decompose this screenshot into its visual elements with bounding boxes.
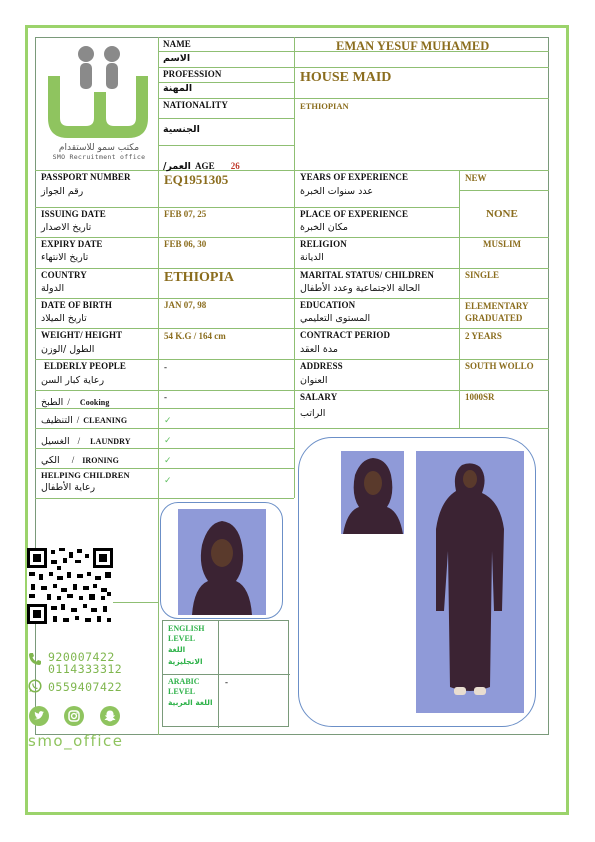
experience-place-label-ar: مكان الخبرة: [300, 222, 348, 233]
contract-period-label-ar: مدة العقد: [300, 344, 338, 355]
address-label-ar: العنوان: [300, 375, 328, 386]
education-label-ar: المستوى التعليمي: [300, 313, 371, 324]
twitter-icon[interactable]: [29, 706, 49, 726]
dob-label-ar: تاريخ الميلاد: [41, 313, 87, 324]
age-label: AGE: [194, 161, 215, 171]
expiry-date-label: EXPIRY DATE: [41, 239, 103, 249]
issuing-date-label-ar: تاريخ الاصدار: [41, 222, 92, 233]
weight-height-value: 54 K.G / 164 cm: [164, 331, 226, 341]
passport-label: PASSPORT NUMBER: [41, 172, 131, 182]
skill-cooking-value: -: [164, 392, 167, 402]
elderly-label-ar: رعاية كبار السن: [41, 375, 105, 386]
experience-years-value: NEW: [465, 173, 487, 183]
skill-ironing-label: IRONING: [82, 456, 119, 465]
expiry-date-value: FEB 06, 30: [164, 239, 207, 249]
arabic-level-label: ARABIC LEVEL: [168, 677, 200, 696]
skill-cooking-label: Cooking: [79, 398, 110, 407]
skill-ironing: الكي / IRONING: [41, 455, 119, 466]
name-label: NAME: [163, 39, 191, 49]
experience-years-label: YEARS OF EXPERIENCE: [300, 172, 409, 182]
experience-place-value: NONE: [486, 208, 518, 220]
english-level-label-ar: اللغة الانجليزية: [168, 645, 203, 666]
religion-label-ar: الديانة: [300, 252, 324, 263]
skill-laundry-ar: الغسيل: [41, 436, 70, 447]
full-body-photo: [416, 451, 524, 713]
social-handle[interactable]: smo_office: [28, 732, 124, 750]
helping-children-check-icon: ✓: [164, 476, 172, 486]
address-label: ADDRESS: [300, 361, 343, 371]
whatsapp-number[interactable]: 0559407422: [48, 680, 123, 694]
age-label-ar: العمر/: [163, 161, 191, 172]
skill-cleaning-ar: التنظيف: [41, 415, 73, 426]
helping-children-label-ar: رعاية الأطفال: [41, 482, 96, 493]
company-logo: [40, 40, 158, 168]
profession-label: PROFESSION: [163, 69, 222, 79]
profession-value: HOUSE MAID: [300, 70, 392, 85]
portrait-photo: [341, 451, 404, 534]
english-level-label: ENGLISH LEVEL: [168, 624, 205, 643]
passport-photo-frame: [160, 502, 283, 619]
elderly-label: ELDERLY PEOPLE: [44, 361, 127, 371]
whatsapp-icon: [28, 679, 42, 693]
passport-label-ar: رقم الجواز: [41, 186, 84, 197]
marital-status-label: MARITAL STATUS/ CHILDREN: [300, 270, 434, 280]
country-label: COUNTRY: [41, 270, 87, 280]
skill-cleaning-label: CLEANING: [83, 416, 128, 425]
salary-label: SALARY: [300, 392, 338, 402]
expiry-date-label-ar: تاريخ الانتهاء: [41, 252, 89, 263]
salary-value: 1000SR: [465, 392, 495, 402]
nationality-label: NATIONALITY: [163, 100, 228, 110]
education-label: EDUCATION: [300, 300, 356, 310]
logo-arabic-name: مكتب سمو للاستقدام: [58, 143, 140, 153]
instagram-icon[interactable]: [64, 706, 84, 726]
education-value: ELEMENTARY GRADUATED: [465, 301, 529, 323]
skill-cooking-ar: الطبخ: [41, 397, 64, 408]
experience-years-label-ar: عدد سنوات الخبرة: [300, 186, 373, 197]
skill-laundry-label: LAUNDRY: [90, 437, 131, 446]
nationality-label-ar: الجنسية: [163, 124, 200, 135]
issuing-date-label: ISSUING DATE: [41, 209, 106, 219]
phone-icon: [28, 652, 42, 666]
full-body-photo-frame: [298, 437, 536, 727]
religion-value: MUSLIM: [483, 239, 521, 249]
weight-height-label: WEIGHT/ HEIGHT: [41, 330, 123, 340]
logo-english-name: SMO Recruitment office: [52, 153, 146, 161]
religion-label: RELIGION: [300, 239, 347, 249]
salary-label-ar: الراتب: [300, 408, 326, 419]
dob-label: DATE OF BIRTH: [41, 300, 112, 310]
language-table: [162, 620, 289, 727]
country-value: ETHIOPIA: [164, 270, 235, 285]
passport-photo: [178, 509, 266, 615]
arabic-level-label-ar: اللغة العربية: [168, 698, 213, 707]
issuing-date-value: FEB 07, 25: [164, 209, 207, 219]
qr-code[interactable]: [27, 548, 113, 624]
weight-height-label-ar: الطول /الوزن: [41, 344, 95, 355]
contract-period-label: CONTRACT PERIOD: [300, 330, 391, 340]
address-value: SOUTH WOLLO: [465, 361, 534, 371]
skill-ironing-ar: الكي: [41, 455, 60, 466]
contract-period-value: 2 YEARS: [465, 331, 502, 341]
elderly-value: -: [164, 362, 167, 372]
skill-cleaning-check-icon: ✓: [164, 416, 172, 426]
phone-number-2[interactable]: 0114333312: [48, 662, 123, 676]
country-label-ar: الدولة: [41, 283, 65, 294]
skill-laundry-check-icon: ✓: [164, 436, 172, 446]
passport-value: EQ1951305: [164, 172, 229, 187]
name-value: EMAN YESUF MUHAMED: [336, 39, 490, 53]
dob-value: JAN 07, 98: [164, 300, 207, 310]
age-value: 26: [230, 161, 240, 171]
snapchat-icon[interactable]: [100, 706, 120, 726]
arabic-level-value: -: [225, 677, 228, 687]
skill-cooking: الطبخ / Cooking: [41, 397, 110, 408]
experience-place-label: PLACE OF EXPERIENCE: [300, 209, 409, 219]
skill-laundry: الغسيل / LAUNDRY: [41, 436, 131, 447]
phone-number-1[interactable]: 920007422: [48, 650, 115, 664]
marital-status-label-ar: الحالة الاجتماعية وعدد الأطفال: [300, 283, 421, 294]
skill-ironing-check-icon: ✓: [164, 456, 172, 466]
marital-status-value: SINGLE: [465, 270, 500, 280]
name-label-ar: الاسم: [163, 53, 191, 64]
nationality-value: ETHIOPIAN: [300, 101, 349, 111]
profession-label-ar: المهنة: [163, 83, 193, 94]
helping-children-label: HELPING CHILDREN: [41, 470, 130, 480]
skill-cleaning: التنظيف / CLEANING: [41, 415, 128, 426]
